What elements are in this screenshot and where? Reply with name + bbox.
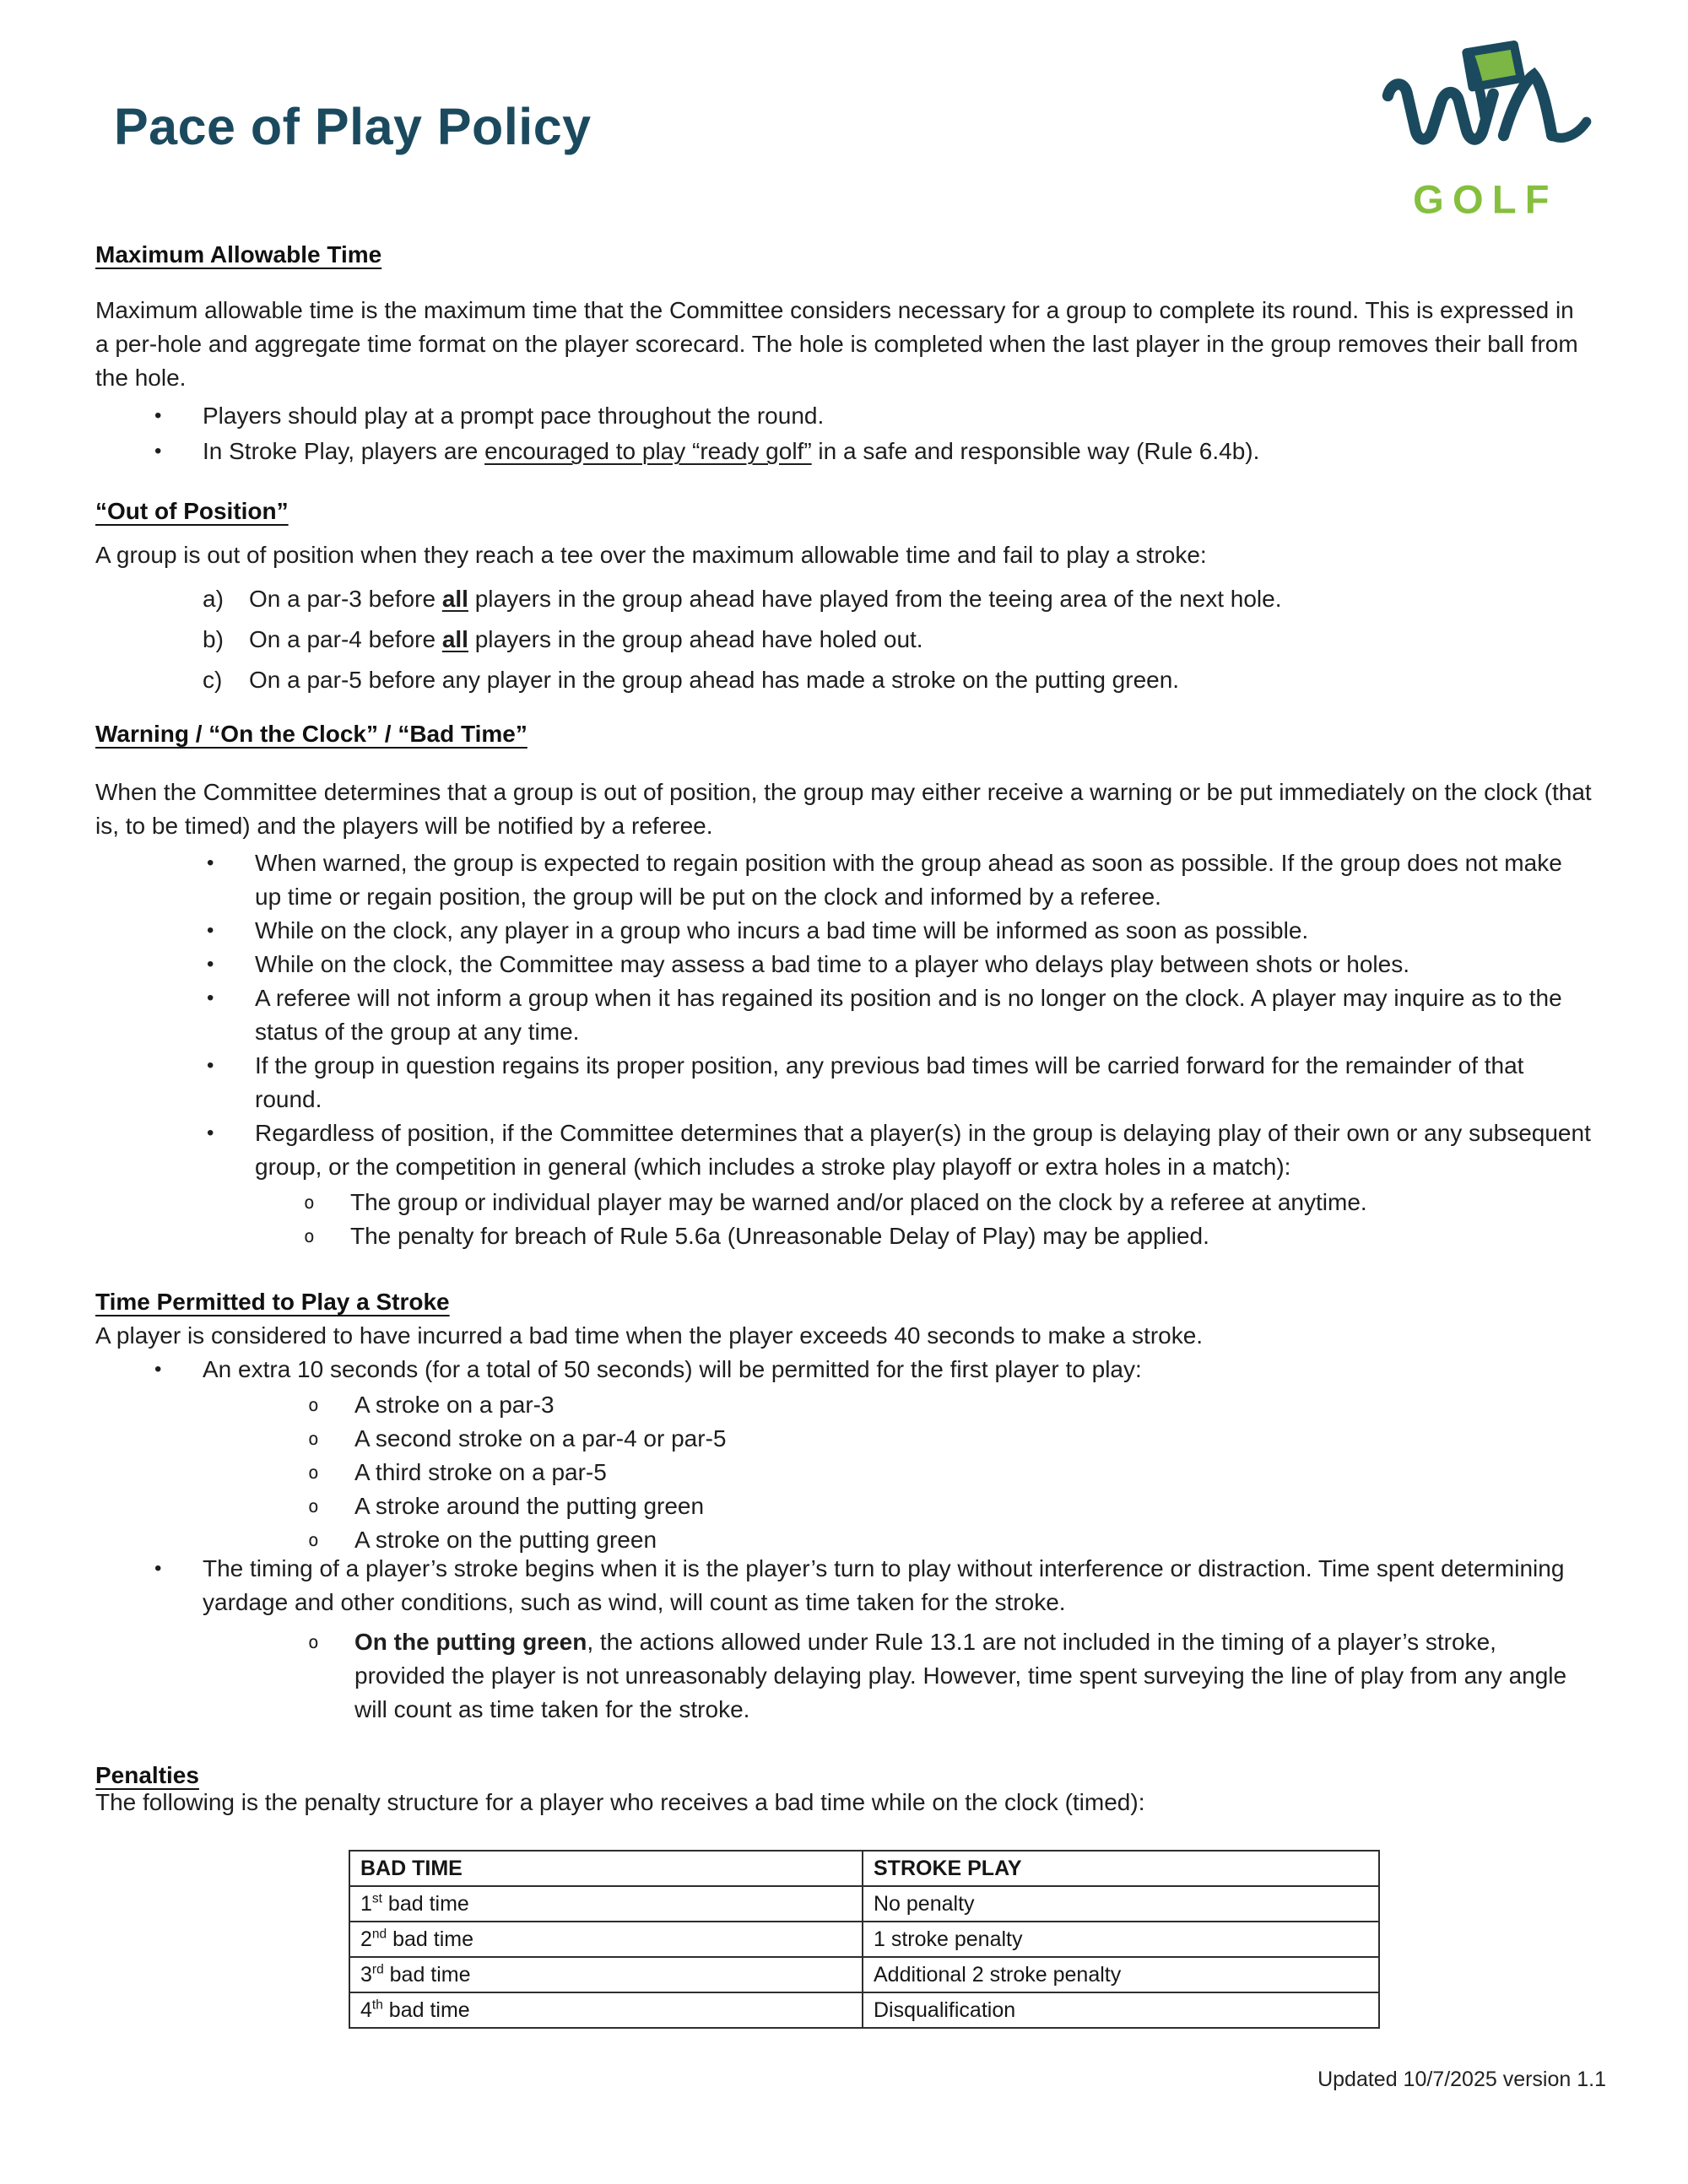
list-item-text: The penalty for breach of Rule 5.6a (Unreasonable Delay of Play) may be applied.	[350, 1223, 1209, 1249]
table-header-bad-time: BAD TIME	[349, 1851, 863, 1886]
paragraph-maximum-allowable-time: Maximum allowable time is the maximum time that the Committee considers necessary for a group to complete its round. This is expressed in a per-hole and aggregate time format on the player scorecard. The hole is completed when the last player in the group removes their ball from the hole.	[95, 297, 1578, 391]
bold-text: On the putting green	[354, 1629, 587, 1655]
circle-bullet-icon: o	[308, 1530, 319, 1550]
text-segment: bad time	[382, 1998, 470, 2022]
bullet-icon: •	[207, 953, 214, 976]
list-item	[95, 434, 1593, 469]
bullet-icon: •	[207, 1122, 214, 1144]
table-header-stroke-play: STROKE PLAY	[863, 1851, 1379, 1886]
sub-list-warning	[95, 1186, 1593, 1253]
wa-golf-logo-graphic	[1377, 41, 1593, 226]
circle-bullet-icon: o	[308, 1395, 319, 1415]
list-item-text: Regardless of position, if the Committee determines that a player(s) in the group is delaying play of their own or any subsequent group, or the competition in general (which includes a stroke play playoff or extra holes in a match):	[255, 1120, 1591, 1180]
list-item-text: An extra 10 seconds (for a total of 50 seconds) will be permitted for the first player to play:	[203, 1356, 1142, 1382]
text-segment: On a par-3 before	[249, 586, 442, 612]
emphasized-text: all	[441, 586, 468, 612]
ordinal-suffix: st	[371, 1891, 382, 1906]
list-item	[95, 846, 1593, 914]
table-cell-bad-time	[349, 1957, 863, 1992]
circle-bullet-icon: o	[304, 1192, 315, 1213]
list-item	[95, 1219, 1593, 1253]
table-cell-bad-time	[349, 1992, 863, 2028]
bullet-icon: •	[207, 919, 214, 942]
list-item	[95, 1388, 1593, 1422]
logo-a-swoosh	[1552, 122, 1587, 138]
list-item-text	[249, 579, 1593, 619]
sub-list-extra-seconds	[95, 1388, 1593, 1557]
list-item-text: If the group in question regains its proper position, any previous bad times will be carried forward for the remainder of that round.	[255, 1052, 1524, 1112]
paragraph-penalties: The following is the penalty structure for a player who receives a bad time while on the clock (timed):	[95, 1789, 1145, 1815]
sub-list-putting-green	[95, 1625, 1593, 1727]
list-item-text: A stroke around the putting green	[354, 1493, 705, 1519]
bullet-icon: •	[207, 851, 214, 874]
ordinal-number: 2	[360, 1927, 372, 1951]
list-item	[95, 1625, 1593, 1727]
list-item	[95, 1552, 1593, 1619]
text-segment: bad time	[383, 1963, 471, 1987]
list-item	[95, 914, 1593, 948]
bullet-icon: •	[154, 440, 162, 462]
circle-bullet-icon: o	[304, 1226, 315, 1246]
table-row	[349, 1886, 1379, 1922]
page-title: Pace of Play Policy	[114, 98, 592, 155]
wa-golf-logo	[1377, 41, 1593, 226]
underlined-text: encouraged to play “ready golf”	[484, 438, 812, 464]
ordinal-number: 4	[360, 1998, 372, 2022]
section-heading-warning-on-the-clock: Warning / “On the Clock” / “Bad Time”	[95, 721, 528, 747]
list-item	[95, 1186, 1593, 1219]
list-item	[95, 948, 1593, 981]
table-cell-penalty: Disqualification	[863, 1992, 1379, 2028]
table-row	[349, 1992, 1379, 2028]
ordinal-number: 1	[360, 1892, 372, 1916]
section-heading-penalties: Penalties	[95, 1762, 199, 1788]
text-segment: , the actions allowed under Rule 13.1 are not included in the timing of a player’s stroke, provided the player is not unreasonably delaying play. However, time spent surveying the line of play from any angle will count as time taken for the stroke.	[354, 1629, 1567, 1722]
circle-bullet-icon: o	[308, 1429, 319, 1449]
list-item-text: The group or individual player may be warned and/or placed on the clock by a referee at anytime.	[350, 1189, 1367, 1215]
table-cell-penalty: No penalty	[863, 1886, 1379, 1922]
table-row	[349, 1957, 1379, 1992]
item-label: a)	[203, 586, 224, 612]
list-item-text: A stroke on the putting green	[354, 1527, 657, 1553]
text-segment: in a safe and responsible way (Rule 6.4b).	[811, 438, 1260, 464]
bullet-icon: •	[154, 404, 162, 427]
text-segment: On a par-4 before	[249, 626, 442, 652]
list-item-text: When warned, the group is expected to regain position with the group ahead as soon as possible. If the group does not make up time or regain position, the group will be put on the clock and informed by a referee.	[255, 850, 1562, 910]
list-item	[95, 1049, 1593, 1116]
list-item	[95, 660, 1593, 700]
list-item-text	[249, 619, 1593, 660]
table-cell-bad-time	[349, 1922, 863, 1957]
logo-golf-text: GOLF	[1413, 176, 1558, 222]
paragraph-time-permitted: A player is considered to have incurred a bad time when the player exceeds 40 seconds to make a stroke.	[95, 1322, 1204, 1349]
table-cell-penalty: 1 stroke penalty	[863, 1922, 1379, 1957]
lettered-list-out-of-position	[95, 579, 1593, 700]
ordinal-number: 3	[360, 1963, 372, 1987]
list-item-text: On a par-5 before any player in the group ahead has made a stroke on the putting green.	[249, 667, 1180, 693]
list-item	[95, 1116, 1593, 1184]
text-segment: bad time	[387, 1927, 473, 1951]
list-item	[95, 579, 1593, 619]
document-body	[95, 238, 1593, 2029]
list-item-text: The timing of a player’s stroke begins when it is the player’s turn to play without interference or distraction. Time spent determining yardage and other conditions, such as wind, will count as time taken for the stroke.	[203, 1555, 1565, 1615]
list-item	[95, 1489, 1593, 1523]
bullet-list-warning	[95, 846, 1593, 1184]
bullet-list-maximum-allowable-time	[95, 398, 1593, 469]
list-item	[95, 1422, 1593, 1456]
list-item	[95, 1353, 1593, 1387]
bullet-icon: •	[154, 1358, 162, 1381]
list-item-text: While on the clock, any player in a group who incurs a bad time will be informed as soon as possible.	[255, 917, 1309, 943]
list-item-text	[203, 434, 1593, 469]
table-header-row	[349, 1851, 1379, 1886]
text-segment: bad time	[381, 1892, 469, 1916]
item-label: b)	[203, 626, 224, 652]
circle-bullet-icon: o	[308, 1462, 319, 1483]
list-item	[95, 1456, 1593, 1489]
paragraph-out-of-position: A group is out of position when they reach a tee over the maximum allowable time and fail to play a stroke:	[95, 542, 1207, 568]
text-segment: players in the group ahead have holed out.	[468, 626, 923, 652]
list-item-text: A second stroke on a par-4 or par-5	[354, 1425, 727, 1451]
paragraph-warning: When the Committee determines that a group is out of position, the group may either receive a warning or be put immediately on the clock (that is, to be timed) and the players will be notified by a referee.	[95, 779, 1592, 839]
list-item	[95, 981, 1593, 1049]
list-item-text: While on the clock, the Committee may assess a bad time to a player who delays play between shots or holes.	[255, 951, 1410, 977]
bullet-list-timing	[95, 1552, 1593, 1619]
emphasized-text: all	[441, 626, 468, 652]
section-heading-maximum-allowable-time: Maximum Allowable Time	[95, 241, 382, 268]
penalty-table	[349, 1850, 1380, 2029]
item-label: c)	[203, 667, 223, 693]
bullet-icon: •	[154, 1557, 162, 1580]
list-item-text: A referee will not inform a group when it has regained its position and is no longer on the clock. A player may inquire as to the status of the group at any time.	[255, 985, 1562, 1045]
list-item-text: A third stroke on a par-5	[354, 1459, 607, 1485]
footer-version-text: Updated 10/7/2025 version 1.1	[1317, 2068, 1606, 2091]
text-segment: players in the group ahead have played from the teeing area of the next hole.	[468, 586, 1282, 612]
section-heading-time-permitted: Time Permitted to Play a Stroke	[95, 1289, 450, 1315]
bullet-list-time-permitted	[95, 1353, 1593, 1387]
list-item	[95, 619, 1593, 660]
list-item-text: A stroke on a par-3	[354, 1392, 555, 1418]
ordinal-suffix: rd	[371, 1962, 384, 1977]
circle-bullet-icon: o	[308, 1496, 319, 1516]
list-item	[95, 398, 1593, 434]
list-item-text: Players should play at a prompt pace throughout the round.	[203, 403, 825, 429]
text-segment: In Stroke Play, players are	[203, 438, 485, 464]
table-row	[349, 1922, 1379, 1957]
bullet-icon: •	[207, 1054, 214, 1077]
list-item-text	[354, 1625, 1593, 1727]
ordinal-suffix: th	[371, 1997, 383, 2013]
circle-bullet-icon: o	[308, 1632, 319, 1652]
ordinal-suffix: nd	[371, 1927, 387, 1942]
bullet-icon: •	[207, 987, 214, 1009]
section-heading-out-of-position: “Out of Position”	[95, 498, 289, 524]
table-cell-bad-time	[349, 1886, 863, 1922]
table-cell-penalty: Additional 2 stroke penalty	[863, 1957, 1379, 1992]
